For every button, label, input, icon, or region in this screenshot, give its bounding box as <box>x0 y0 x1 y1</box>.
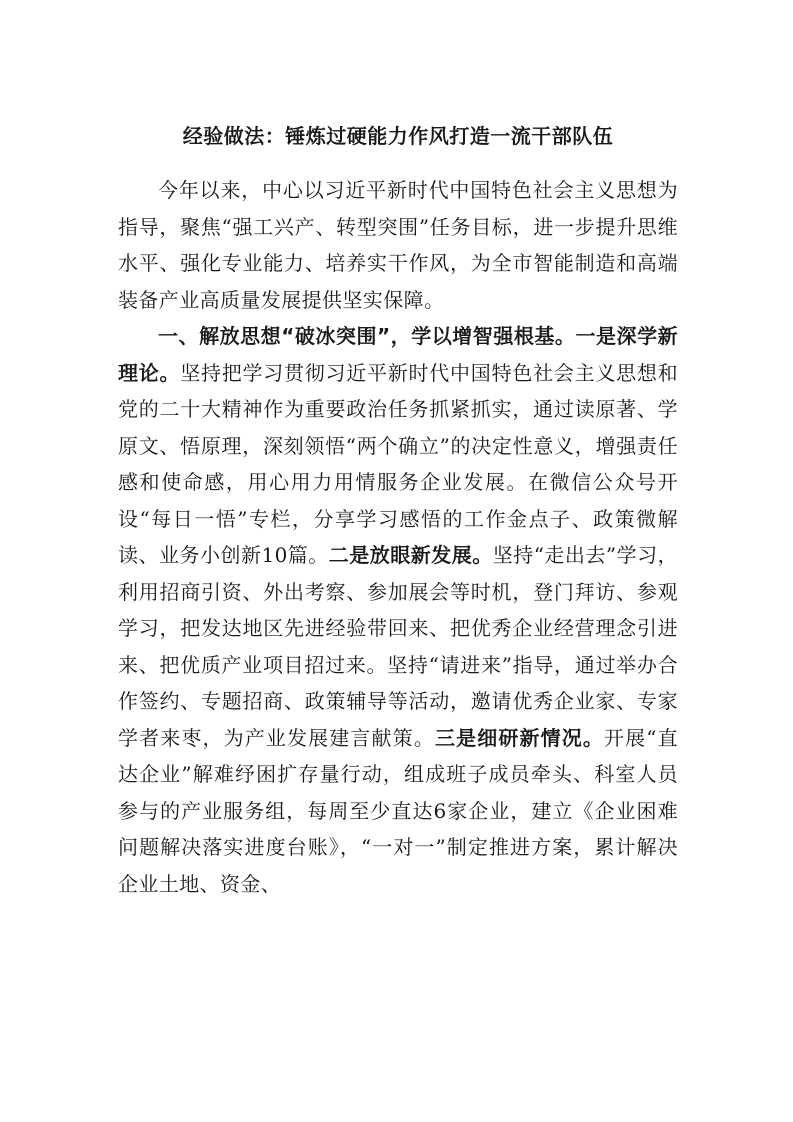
document-title: 经验做法：锤炼过硬能力作风打造一流干部队伍 <box>182 124 614 148</box>
point-2-text: 坚持“走出去”学习，利用招商引资、外出考察、参加展会等时机，登门拜访、参观学习，把发达地区先进经验带回来、把优秀企业经营理念引进来、把优质产业项目招过来。坚持“请进来”指导，通过举办合作签约、专题招商、政策辅导等活动，邀请优秀企业家、专家学者来枣，为产业发展建言献策。 <box>118 543 678 750</box>
section-1-heading: 一、解放思想“破冰突围”，学以增智强根基。 <box>158 324 576 348</box>
document-page <box>118 118 678 902</box>
point-2-title: 二是放眼新发展。 <box>328 543 493 567</box>
point-1-title: 一是深学新理论。 <box>118 324 678 385</box>
point-3-text: 开展“直达企业”解难纾困扩存量行动，组成班子成员牵头、科室人员参与的产业服务组，每周至少直达6家企业，建立《企业困难问题解决落实进度台账》，“一对一”制定推进方案，累计解决企业土地、资金、 <box>118 725 679 896</box>
section-1-paragraph <box>118 318 678 902</box>
point-3-title: 三是细研新情况。 <box>434 725 604 750</box>
intro-paragraph: 今年以来，中心以习近平新时代中国特色社会主义思想为指导，聚焦“强工兴产、转型突围”任务目标，进一步提升思维水平、强化专业能力、培养实干作风，为全市智能制造和高端装备产业高质量发展提供坚实保障。 <box>118 178 678 312</box>
point-1-text: 坚持把学习贯彻习近平新时代中国特色社会主义思想和党的二十大精神作为重要政治任务抓紧抓实，通过读原著、学原文、悟原理，深刻领悟“两个确立”的决定性意义，增强责任感和使命感，用心用力用情服务企业发展。在微信公众号开设“每日一悟”专栏，分享学习感悟的工作金点子、政策微解读、业务小创新10篇。 <box>118 360 678 567</box>
